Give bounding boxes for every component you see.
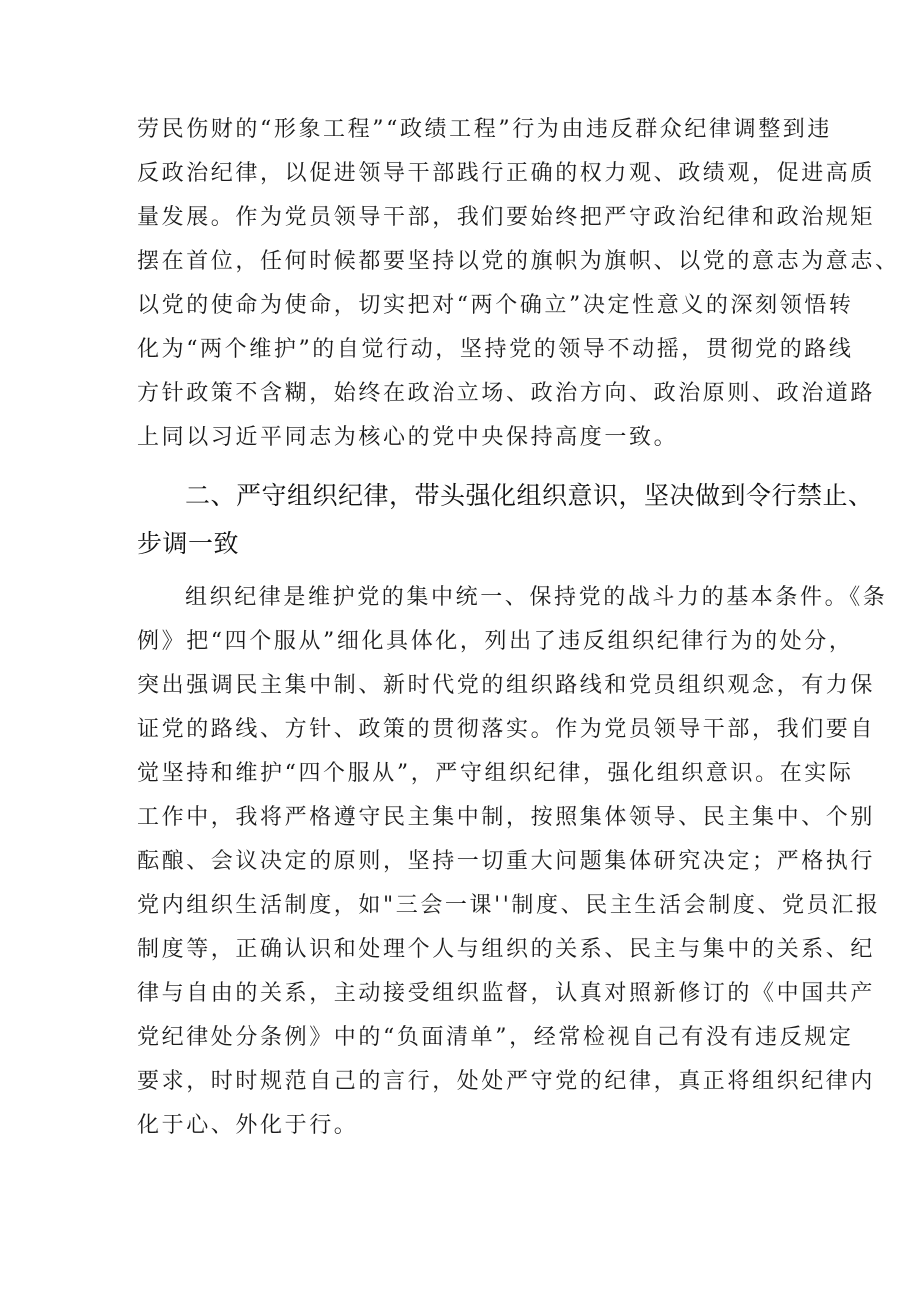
text-line: 以党的使命为使命，切实把对“两个确立”决定性意义的深刻领悟转 xyxy=(137,293,854,318)
text-line: 觉坚持和维护“四个服从”，严守组织纪律，强化组织意识。在实际 xyxy=(137,761,854,786)
text-line: 量发展。作为党员领导干部，我们要始终把严守政治纪律和政治规矩 xyxy=(137,205,876,230)
text-line: 党纪律处分条例》中的“负面清单”，经常检视自己有没有违反规定 xyxy=(137,1025,854,1050)
text-line: 化为“两个维护”的自觉行动，坚持党的领导不动摇，贯彻党的路线 xyxy=(137,337,854,362)
text-line: 律与自由的关系，主动接受组织监督，认真对照新修订的《中国共产 xyxy=(137,981,876,1006)
text-line: 反政治纪律，以促进领导干部践行正确的权力观、政绩观，促进高质 xyxy=(137,161,876,186)
section-heading xyxy=(137,472,874,568)
text-line: 劳民伤财的“形象工程”“政绩工程”行为由违反群众纪律调整到违 xyxy=(137,117,832,142)
heading-line: 步调一致 xyxy=(137,529,240,558)
paragraph-organizational-discipline xyxy=(137,576,888,1148)
text-line: 党内组织生活制度，如"三会一课''制度、民主生活会制度、党员汇报 xyxy=(137,893,881,918)
text-line: 组织纪律是维护党的集中统一、保持党的战斗力的基本条件。《条 xyxy=(185,585,888,610)
text-line: 上同以习近平同志为核心的党中央保持高度一致。 xyxy=(137,425,679,450)
text-line: 摆在首位，任何时候都要坚持以党的旗帜为旗帜、以党的意志为意志、 xyxy=(137,249,900,274)
text-line: 例》把“四个服从”细化具体化，列出了违反组织纪律行为的处分， xyxy=(137,629,854,654)
text-line: 方针政策不含糊，始终在政治立场、政治方向、政治原则、政治道路 xyxy=(137,381,876,406)
paragraph-political-discipline xyxy=(137,108,900,460)
text-line: 化于心、外化于行。 xyxy=(137,1113,359,1138)
heading-line: 二、严守组织纪律，带头强化组织意识，坚决做到令行禁止、 xyxy=(185,481,874,510)
text-line: 突出强调民主集中制、新时代党的组织路线和党员组织观念，有力保 xyxy=(137,673,876,698)
text-line: 工作中，我将严格遵守民主集中制，按照集体领导、民主集中、个别 xyxy=(137,805,876,830)
text-line: 要求，时时规范自己的言行，处处严守党的纪律，真正将组织纪律内 xyxy=(137,1069,876,1094)
text-line: 酝酿、会议决定的原则，坚持一切重大问题集体研究决定；严格执行 xyxy=(137,849,876,874)
text-line: 证党的路线、方针、政策的贯彻落实。作为党员领导干部，我们要自 xyxy=(137,717,876,742)
text-line: 制度等，正确认识和处理个人与组织的关系、民主与集中的关系、纪 xyxy=(137,937,876,962)
